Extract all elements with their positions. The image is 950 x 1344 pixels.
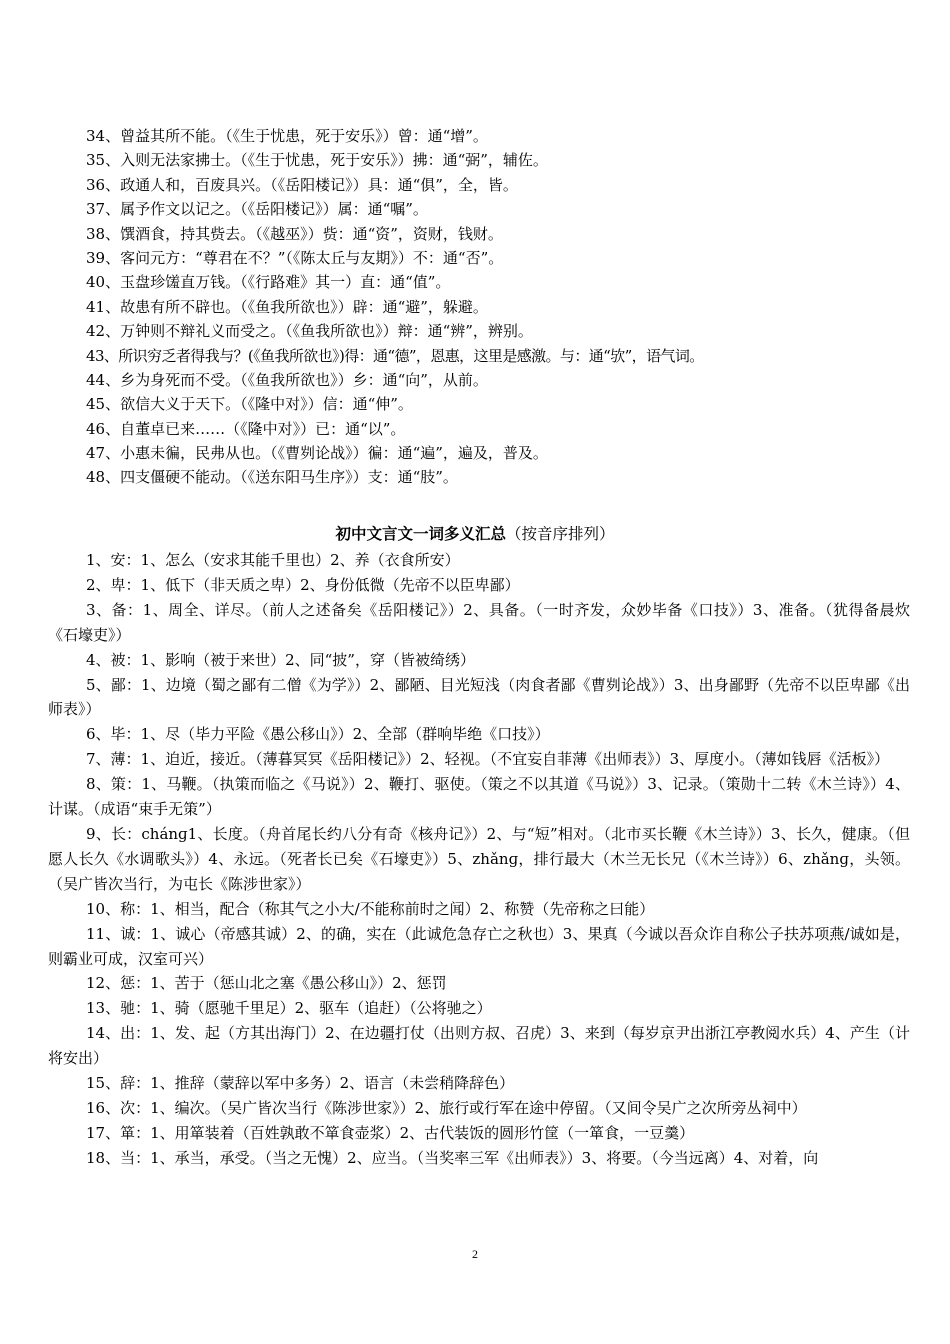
tongjia-list [86,124,916,490]
tongjia-item: 48、四支僵硬不能动。（《送东阳马生序》）支：通“肢”。 [86,468,458,487]
section-subtitle: （按音序排列） [506,525,615,543]
tongjia-item: 42、万钟则不辩礼义而受之。（《鱼我所欲也》）辩：通“辨”，辨别。 [86,322,533,341]
polysemy-entry: 11、诚：1、诚心（帝感其诚）2、的确，实在（此诚危急存亡之秋也）3、果真（今诚以吾众诈自称公子扶苏项燕/诚如是，则霸业可成，汉室可兴） [48,924,910,968]
tongjia-item: 38、馔酒食，持其赀去。（《越巫》）赀：通“资”，资财，钱财。 [86,224,503,243]
polysemy-entry: 13、驰：1、骑（愿驰千里足）2、驱车（追赶）（公将驰之） [86,999,492,1018]
tongjia-item: 44、乡为身死而不受。（《鱼我所欲也》）乡：通“向”，从前。 [86,370,488,389]
tongjia-item: 40、玉盘珍馐直万钱。（《行路难》其一）直：通“值”。 [86,273,451,292]
tongjia-item: 39、客问元方：“尊君在不？”（《陈太丘与友期》）不：通“否”。 [86,248,504,267]
tongjia-item: 45、欲信大义于天下。（《隆中对》）信：通“伸”。 [86,395,413,414]
polysemy-entry: 16、次：1、编次。（吴广皆次当行《陈涉世家》）2、旅行或行军在途中停留。（又间令吴广之次所旁丛祠中） [86,1098,807,1117]
tongjia-item: 37、属予作文以记之。（《岳阳楼记》）属：通“嘱”。 [86,200,428,219]
page-number: 2 [472,1247,478,1261]
polysemy-entry: 6、毕：1、尽（毕力平险《愚公移山》）2、全部（群响毕绝《口技》） [86,725,550,744]
polysemy-entry: 17、箪：1、用箪装着（百姓孰敢不箪食壶浆）2、古代装饭的圆形竹筐（一箪食，一豆羹） [86,1123,695,1142]
tongjia-item: 35、入则无法家拂士。（《生于忧患，死于安乐》）拂：通“弼”，辅佐。 [86,151,548,170]
polysemy-entry: 7、薄：1、迫近，接近。（薄暮冥冥《岳阳楼记》）2、轻视。（不宜妄自菲薄《出师表》）3、厚度小。（薄如钱唇《活板》） [86,750,890,769]
polysemy-entry: 12、惩：1、苦于（惩山北之塞《愚公移山》）2、惩罚 [86,974,447,993]
polysemy-entry: 15、辞：1、推辞（蒙辞以军中多务）2、语言（未尝稍降辞色） [86,1074,515,1093]
tongjia-item: 43、所识穷乏者得我与？(《鱼我所欲也》)得：通“德”，恩惠，这里是感激。与：通“欤”，语气词。 [86,346,704,365]
tongjia-item: 36、政通人和，百废具兴。（《岳阳楼记》）具：通“俱”，全，皆。 [86,175,518,194]
tongjia-item: 34、曾益其所不能。（《生于忧患，死于安乐》）曾：通“增”。 [86,127,488,145]
polysemy-entry: 9、长：chánɡ1、长度。（舟首尾长约八分有奇《核舟记》）2、与“短”相对。（北市买长鞭《木兰诗》）3、长久，健康。（但愿人长久《水调歌头》）4、永远。（死者长已矣《石壕吏》）5、zhǎnɡ，排行最大（木兰无长兄（《木兰诗》）6、zhǎnɡ，头领。（吴广皆次当行，为屯长《陈涉世家》） [48,824,910,893]
section-title: 初中文言文一词多义汇总 [335,524,506,543]
polysemy-entry: 10、称：1、相当，配合（称其气之小大/不能称前时之闻）2、称赞（先帝称之曰能） [86,899,655,918]
polysemy-entry: 4、被：1、影响（被于来世）2、同“披”，穿（皆被绮绣） [86,650,475,669]
tongjia-item: 47、小惠未徧，民弗从也。（《曹刿论战》）徧：通“遍”，遍及，普及。 [86,444,548,463]
tongjia-item: 46、自董卓已来……（《隆中对》）已：通“以”。 [86,419,406,438]
polysemy-entry: 2、卑：1、低下（非天质之卑）2、身份低微（先帝不以臣卑鄙） [86,575,520,594]
section-heading [0,522,950,546]
polysemy-entry: 1、安：1、怎么（安求其能千里也）2、养（衣食所安） [86,551,460,569]
tongjia-item: 41、故患有所不辟也。（《鱼我所欲也》）辟：通“避”，躲避。 [86,297,488,316]
polysemy-entry: 5、鄙：1、边境（蜀之鄙有二僧《为学》）2、鄙陋、目光短浅（肉食者鄙《曹刿论战》）3、出身鄙野（先帝不以臣卑鄙《出师表》） [48,675,910,719]
polysemy-entry: 3、备：1、周全、详尽。（前人之述备矣《岳阳楼记》）2、具备。（一时齐发，众妙毕备《口技》）3、准备。（犹得备晨炊《石壕吏》） [48,600,910,644]
polysemy-entry: 14、出：1、发、起（方其出海门）2、在边疆打仗（出则方叔、召虎）3、来到（每岁京尹出浙江亭教阅水兵）4、产生（计将安出） [48,1024,910,1068]
polysemy-list [48,548,910,1171]
polysemy-entry: 18、当：1、承当，承受。（当之无愧）2、应当。（当奖率三军《出师表》）3、将要。（今当远离）4、对着，向 [86,1148,819,1167]
polysemy-entry: 8、策：1、马鞭。（执策而临之《马说》）2、鞭打、驱使。（策之不以其道《马说》）3、记录。（策勋十二转《木兰诗》）4、计谋。（成语“束手无策”） [48,775,910,819]
